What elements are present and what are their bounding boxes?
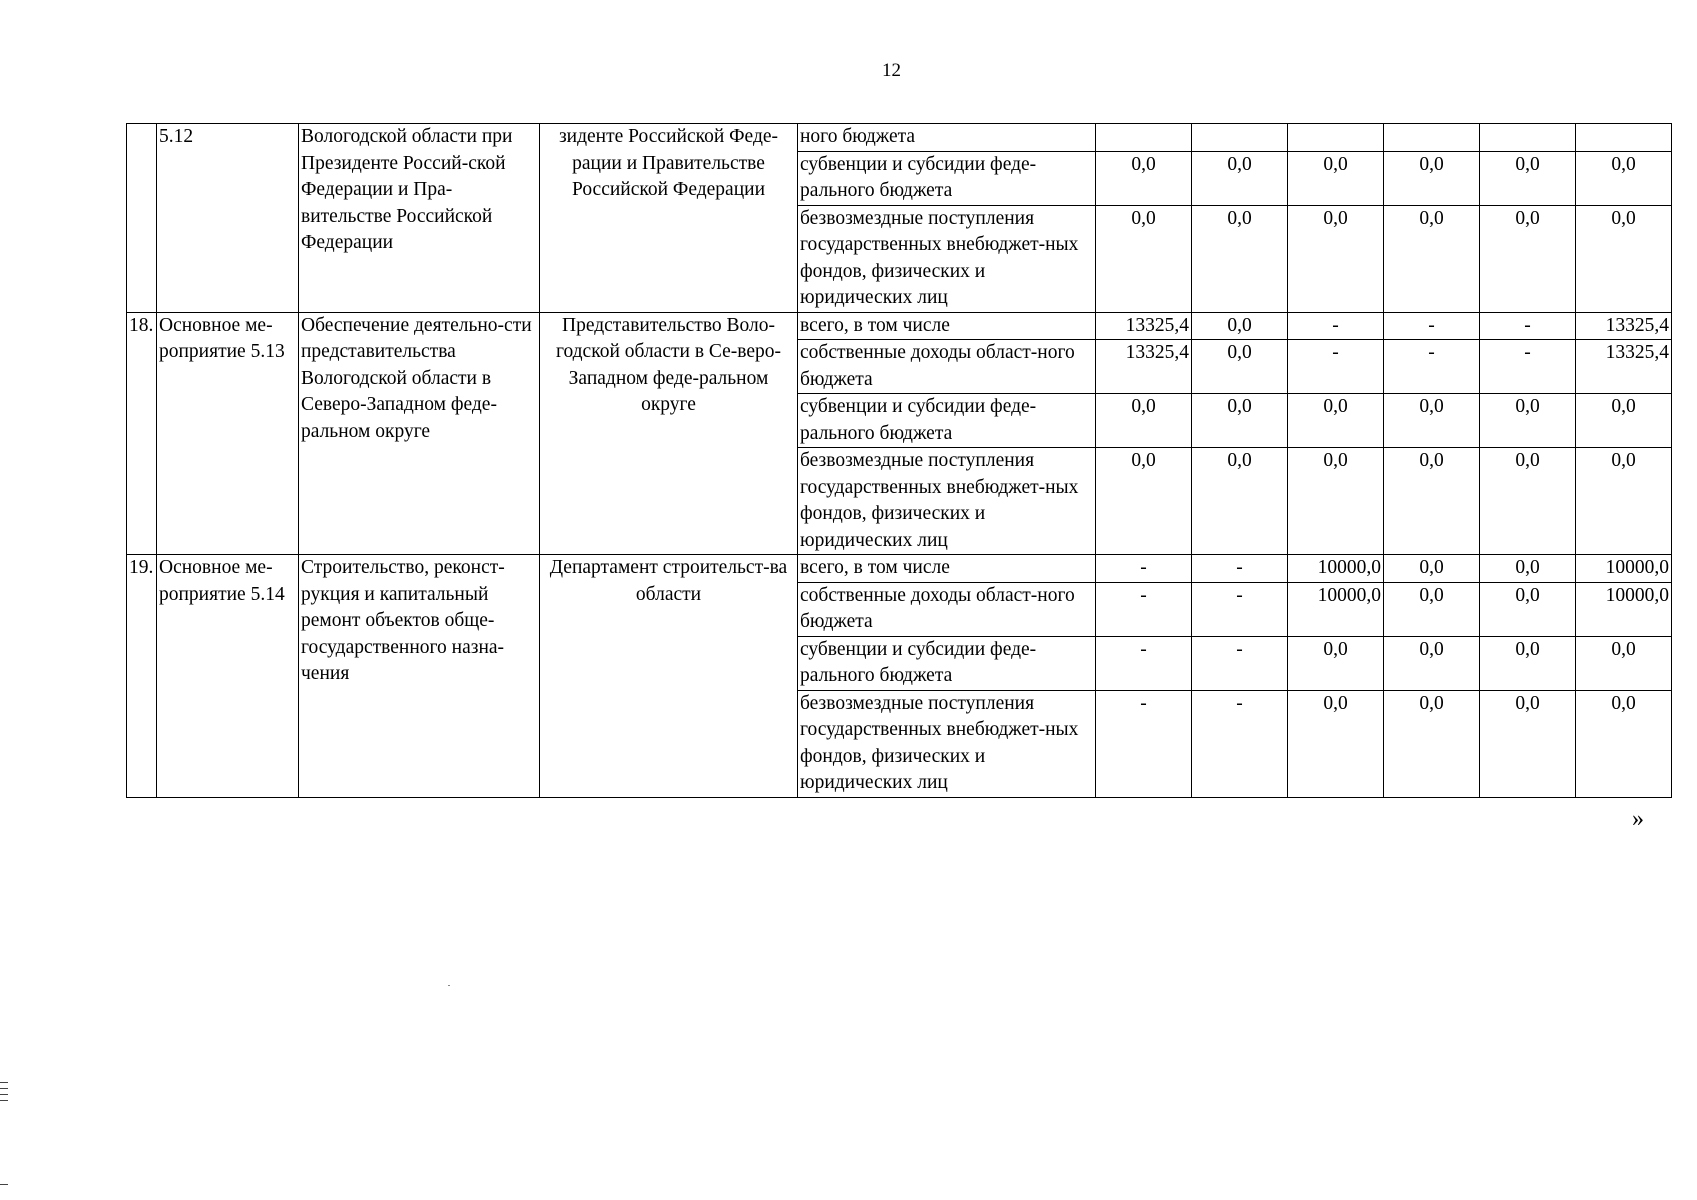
funding-value: - [1192, 582, 1288, 636]
funding-value: 0,0 [1384, 690, 1480, 797]
budget-table [126, 123, 1672, 798]
funding-value: 0,0 [1480, 690, 1576, 797]
funding-source-label: всего, в том числе [798, 312, 1096, 340]
table-row [127, 312, 1672, 340]
funding-value: 10000,0 [1288, 582, 1384, 636]
funding-value [1096, 124, 1192, 152]
funding-value: 0,0 [1480, 582, 1576, 636]
funding-source-label: всего, в том числе [798, 555, 1096, 583]
scan-speck [448, 985, 450, 986]
funding-value: 0,0 [1096, 394, 1192, 448]
funding-value: - [1192, 636, 1288, 690]
funding-value: 13325,4 [1576, 312, 1672, 340]
funding-source-label: субвенции и субсидии феде-рального бюджета [798, 636, 1096, 690]
row-number: 18. [127, 312, 157, 555]
funding-value: 0,0 [1384, 394, 1480, 448]
funding-value: 0,0 [1288, 394, 1384, 448]
closing-quote: » [1632, 806, 1644, 832]
row-responsible: зиденте Российской Феде-рации и Правительстве Российской Федерации [540, 124, 798, 313]
funding-value [1384, 124, 1480, 152]
funding-value: 0,0 [1480, 555, 1576, 583]
funding-value: - [1480, 340, 1576, 394]
funding-value: 0,0 [1288, 690, 1384, 797]
row-activity-kind: 5.12 [157, 124, 299, 313]
funding-value: 0,0 [1384, 555, 1480, 583]
funding-value: 10000,0 [1576, 582, 1672, 636]
scan-edge-mark [0, 1094, 8, 1095]
funding-value: 10000,0 [1576, 555, 1672, 583]
funding-value: 0,0 [1384, 582, 1480, 636]
funding-value: - [1096, 636, 1192, 690]
funding-value: 0,0 [1576, 394, 1672, 448]
row-responsible: Представительство Воло-годской области в Се-веро-Западном феде-ральном округе [540, 312, 798, 555]
funding-value: 0,0 [1096, 151, 1192, 205]
funding-value [1288, 124, 1384, 152]
funding-value: 0,0 [1384, 636, 1480, 690]
row-number: 19. [127, 555, 157, 798]
funding-value: - [1192, 690, 1288, 797]
row-responsible: Департамент строительст-ва области [540, 555, 798, 798]
funding-source-label: безвозмездные поступления государственных внебюджет-ных фондов, физических и юридических лиц [798, 448, 1096, 555]
funding-value: 0,0 [1384, 151, 1480, 205]
funding-value: 0,0 [1288, 205, 1384, 312]
funding-value: 0,0 [1480, 151, 1576, 205]
funding-value: - [1096, 582, 1192, 636]
funding-source-label: субвенции и субсидии феде-рального бюджета [798, 394, 1096, 448]
scan-edge-mark [0, 1082, 8, 1083]
funding-value: 0,0 [1576, 151, 1672, 205]
budget-table-body [127, 124, 1672, 798]
funding-value: - [1480, 312, 1576, 340]
funding-value: 0,0 [1480, 205, 1576, 312]
row-activity-kind: Основное ме-роприятие 5.14 [157, 555, 299, 798]
funding-value [1576, 124, 1672, 152]
funding-value: 0,0 [1192, 312, 1288, 340]
funding-value: - [1288, 340, 1384, 394]
funding-value: 10000,0 [1288, 555, 1384, 583]
funding-value: 0,0 [1192, 448, 1288, 555]
funding-value: 0,0 [1384, 448, 1480, 555]
funding-value: 0,0 [1576, 690, 1672, 797]
funding-value: 0,0 [1480, 394, 1576, 448]
scan-edge-mark [0, 1088, 8, 1089]
funding-value: - [1288, 312, 1384, 340]
funding-value: 0,0 [1096, 205, 1192, 312]
funding-value: 0,0 [1096, 448, 1192, 555]
row-number [127, 124, 157, 313]
funding-source-label: безвозмездные поступления государственных внебюджет-ных фондов, физических и юридических лиц [798, 205, 1096, 312]
funding-value: 13325,4 [1096, 340, 1192, 394]
funding-value [1192, 124, 1288, 152]
row-activity-kind: Основное ме-роприятие 5.13 [157, 312, 299, 555]
funding-value: - [1384, 312, 1480, 340]
funding-value: 0,0 [1576, 448, 1672, 555]
funding-value: 0,0 [1288, 448, 1384, 555]
funding-value: - [1096, 555, 1192, 583]
funding-value: - [1096, 690, 1192, 797]
funding-source-label: собственные доходы област-ного бюджета [798, 582, 1096, 636]
page-number: 12 [882, 60, 901, 81]
funding-source-label: ного бюджета [798, 124, 1096, 152]
funding-value: - [1192, 555, 1288, 583]
scan-edge-mark [0, 1100, 8, 1101]
funding-value: 13325,4 [1096, 312, 1192, 340]
row-activity-name: Обеспечение деятельно-сти представительства Вологодской области в Северо-Западном феде-ральном округе [299, 312, 540, 555]
funding-value: - [1384, 340, 1480, 394]
funding-value: 13325,4 [1576, 340, 1672, 394]
funding-value: 0,0 [1480, 636, 1576, 690]
row-activity-name: Вологодской области при Президенте Россий-ской Федерации и Пра-вительстве Российской Федерации [299, 124, 540, 313]
row-activity-name: Строительство, реконст-рукция и капитальный ремонт объектов обще-государственного назна-чения [299, 555, 540, 798]
funding-value [1480, 124, 1576, 152]
table-row [127, 555, 1672, 583]
table-row [127, 124, 1672, 152]
funding-value: 0,0 [1288, 636, 1384, 690]
funding-value: 0,0 [1288, 151, 1384, 205]
funding-value: 0,0 [1192, 205, 1288, 312]
funding-source-label: безвозмездные поступления государственных внебюджет-ных фондов, физических и юридических лиц [798, 690, 1096, 797]
funding-source-label: субвенции и субсидии феде-рального бюджета [798, 151, 1096, 205]
funding-value: 0,0 [1384, 205, 1480, 312]
funding-value: 0,0 [1192, 340, 1288, 394]
funding-source-label: собственные доходы област-ного бюджета [798, 340, 1096, 394]
funding-value: 0,0 [1192, 394, 1288, 448]
funding-value: 0,0 [1192, 151, 1288, 205]
funding-value: 0,0 [1480, 448, 1576, 555]
funding-value: 0,0 [1576, 205, 1672, 312]
funding-value: 0,0 [1576, 636, 1672, 690]
scan-edge-mark [0, 1184, 8, 1185]
